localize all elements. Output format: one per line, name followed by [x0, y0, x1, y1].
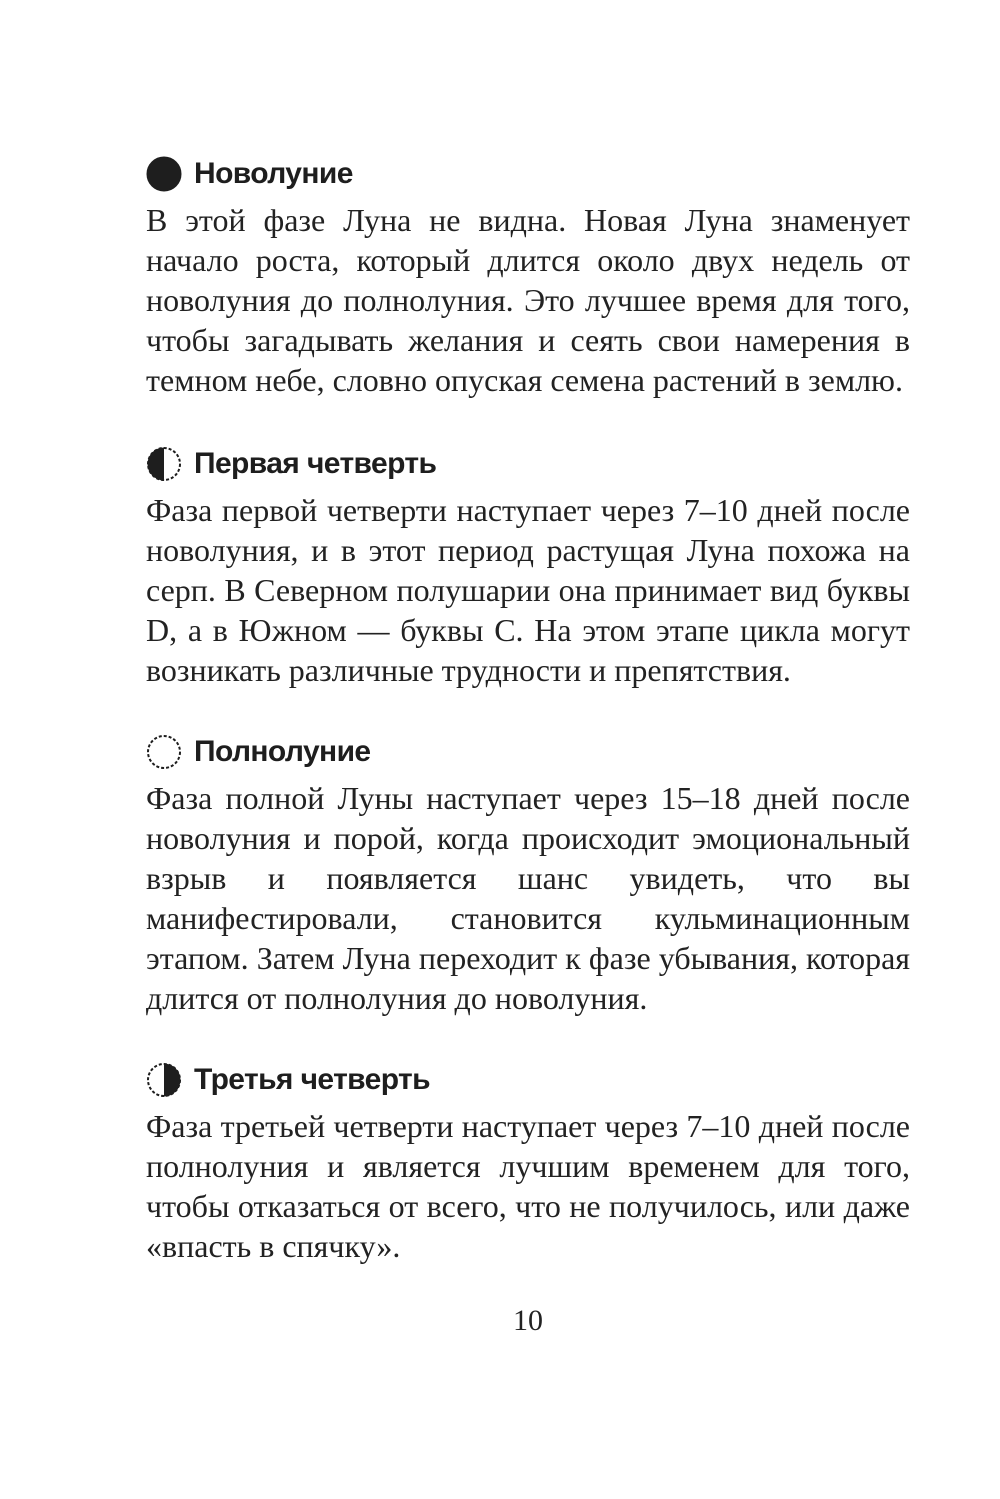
- page-number: 10: [513, 1304, 543, 1337]
- section-third-quarter: [146, 1058, 910, 1266]
- section-heading: [146, 1058, 910, 1102]
- section-text: Фаза первой четверти наступает через 7–10 дней после новолуния, и в этот период растущая Луна похожа на серп. В Северном полушарии она принимает вид буквы D, а в Южном — буквы С. На этом этапе цикла могут возникать различные трудности и препятствия.: [146, 492, 910, 688]
- section-heading: [146, 152, 910, 196]
- first-quarter-moon-icon: [146, 446, 182, 482]
- section-title: Новолуние: [194, 157, 353, 190]
- section-heading: [146, 730, 910, 774]
- full-moon-icon: [146, 734, 182, 770]
- section-full-moon: [146, 730, 910, 1018]
- page-content: [146, 152, 910, 1266]
- new-moon-icon: [146, 156, 182, 192]
- section-text: Фаза третьей четверти наступает через 7–10 дней после полнолуния и является лучшим временем для того, чтобы отказаться от всего, что не получилось, или даже «впасть в спячку».: [146, 1108, 910, 1264]
- section-title: Третья четверть: [194, 1063, 430, 1096]
- third-quarter-moon-icon: [146, 1062, 182, 1098]
- section-new-moon: [146, 152, 910, 400]
- section-heading: [146, 442, 910, 486]
- section-text: Фаза полной Луны наступает через 15–18 дней после новолуния и порой, когда происходит эмоциональный взрыв и появляется шанс увидеть, что вы манифестировали, становится кульминационным этапом. Затем Луна переходит к фазе убывания, которая длится от полнолуния до новолуния.: [146, 780, 910, 1016]
- section-title: Первая четверть: [194, 447, 437, 480]
- section-text: В этой фазе Луна не видна. Новая Луна знаменует начало роста, который длится около двух недель от новолуния до полнолуния. Это лучшее время для того, чтобы загадывать желания и сеять свои намерения в темном небе, словно опуская семена растений в землю.: [146, 202, 910, 398]
- section-title: Полнолуние: [194, 735, 371, 768]
- section-first-quarter: [146, 442, 910, 690]
